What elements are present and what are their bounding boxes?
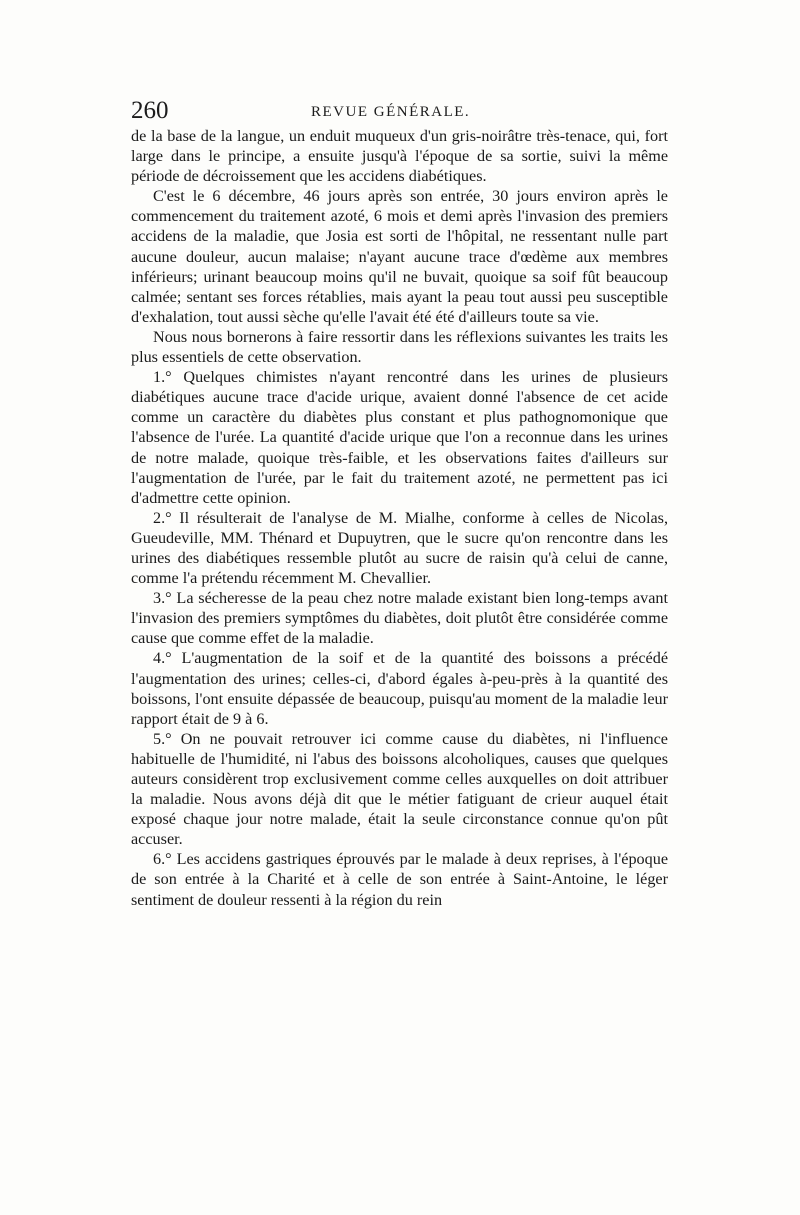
paragraph: 1.° Quelques chimistes n'ayant rencontré dans les urines de plusieurs diabétiques aucune trace d'acide urique, avaient donné l'absence de cet acide comme un caractère du diabètes plus constant et plus pathognomonique que l'absence de l'urée. La quantité d'acide urique que l'on a reconnue dans les urines de notre malade, quoique très-faible, et les observations faites d'ailleurs sur l'augmentation de l'urée, par le fait du traitement azoté, ne permettent pas ici d'admettre cette opinion.: [131, 368, 668, 507]
body-text: [131, 126, 668, 910]
paragraph: 4.° L'augmentation de la soif et de la quantité des boissons a précédé l'augmentation des urines; celles-ci, d'abord égales à-peu-près à la quantité des boissons, l'ont ensuite dépassée de beaucoup, puisqu'au moment de la maladie leur rapport était de 9 à 6.: [131, 649, 668, 728]
paragraph: de la base de la langue, un enduit muqueux d'un gris-noirâtre très-tenace, qui, fort large dans le principe, a ensuite jusqu'à l'époque de sa sortie, suivi la même période de décroissement que les accidens diabétiques.: [131, 127, 668, 186]
paragraph: Nous nous bornerons à faire ressortir dans les réflexions suivantes les traits les plus essentiels de cette observation.: [131, 327, 668, 367]
paragraph: 6.° Les accidens gastriques éprouvés par le malade à deux reprises, à l'époque de son entrée à la Charité et à celle de son entrée à Saint-Antoine, le léger sentiment de douleur ressenti à la région du rein: [131, 850, 668, 909]
paragraph: 2.° Il résulterait de l'analyse de M. Mialhe, conforme à celles de Nicolas, Gueudeville, MM. Thénard et Dupuytren, que le sucre qu'on rencontre dans les urines des diabétiques ressemble plutôt au sucre de raisin qu'à celui de canne, comme l'a prétendu récemment M. Chevallier.: [131, 508, 668, 588]
paragraph: 3.° La sécheresse de la peau chez notre malade existant bien long-temps avant l'invasion des premiers symptômes du diabètes, doit plutôt être considérée comme cause que comme effet de la maladie.: [131, 589, 668, 648]
paragraph: C'est le 6 décembre, 46 jours après son entrée, 30 jours environ après le commencement du traitement azoté, 6 mois et demi après l'invasion des premiers accidens de la maladie, que Josia est sorti de l'hôpital, ne ressentant nulle part aucune douleur, aucun malaise; n'ayant aucune trace d'œdème aux membres inférieurs; urinant beaucoup moins qu'il ne buvait, quoique sa soif fût beaucoup calmée; sentant ses forces rétablies, mais ayant la peau tout aussi peu susceptible d'exhalation, tout aussi sèche qu'elle l'avait été été d'ailleurs toute sa vie.: [131, 187, 668, 326]
running-title: REVUE GÉNÉRALE.: [311, 104, 471, 120]
page-number: 260: [131, 97, 169, 124]
page-header: [131, 96, 668, 126]
paragraph: 5.° On ne pouvait retrouver ici comme cause du diabètes, ni l'influence habituelle de l'humidité, ni l'abus des boissons alcoholiques, causes que quelques auteurs considèrent trop exclusivement comme celles auxquelles on doit attribuer la maladie. Nous avons déjà dit que le métier fatiguant de crieur auquel était exposé chaque jour notre malade, était la seule circonstance connue qu'on pût accuser.: [131, 729, 668, 849]
